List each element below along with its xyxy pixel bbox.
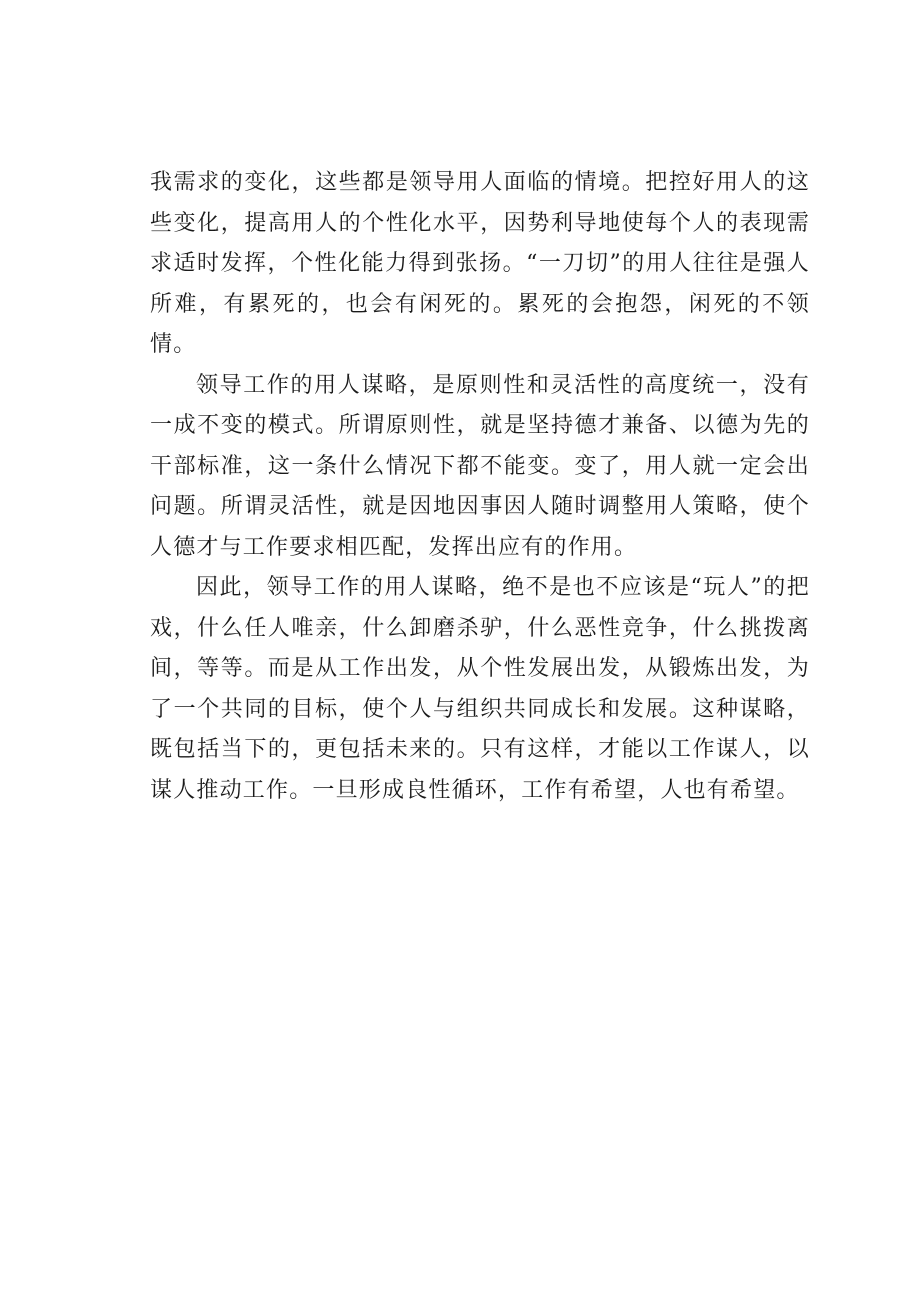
paragraph-2: 领导工作的用人谋略，是原则性和灵活性的高度统一，没有一成不变的模式。所谓原则性，就是坚持德才兼备、以德为先的干部标准，这一条什么情况下都不能变。变了，用人就一定会出问题。所谓灵活性，就是因地因事因人随时调整用人策略，使个人德才与工作要求相匹配，发挥出应有的作用。 — [150, 372, 810, 560]
paragraph-3: 因此，领导工作的用人谋略，绝不是也不应该是“玩人”的把戏，什么任人唯亲，什么卸磨杀驴，什么恶性竞争，什么挑拨离间，等等。而是从工作出发，从个性发展出发，从锻炼出发，为了一个共同的目标，使个人与组织共同成长和发展。这种谋略，既包括当下的，更包括未来的。只有这样，才能以工作谋人，以谋人推动工作。一旦形成良性循环，工作有希望，人也有希望。 — [150, 575, 810, 803]
document-body — [150, 163, 810, 811]
paragraph-1: 我需求的变化，这些都是领导用人面临的情境。把控好用人的这些变化，提高用人的个性化水平，因势利导地使每个人的表现需求适时发挥，个性化能力得到张扬。“一刀切”的用人往往是强人所难，有累死的，也会有闲死的。累死的会抱怨，闲死的不领情。 — [150, 170, 810, 357]
